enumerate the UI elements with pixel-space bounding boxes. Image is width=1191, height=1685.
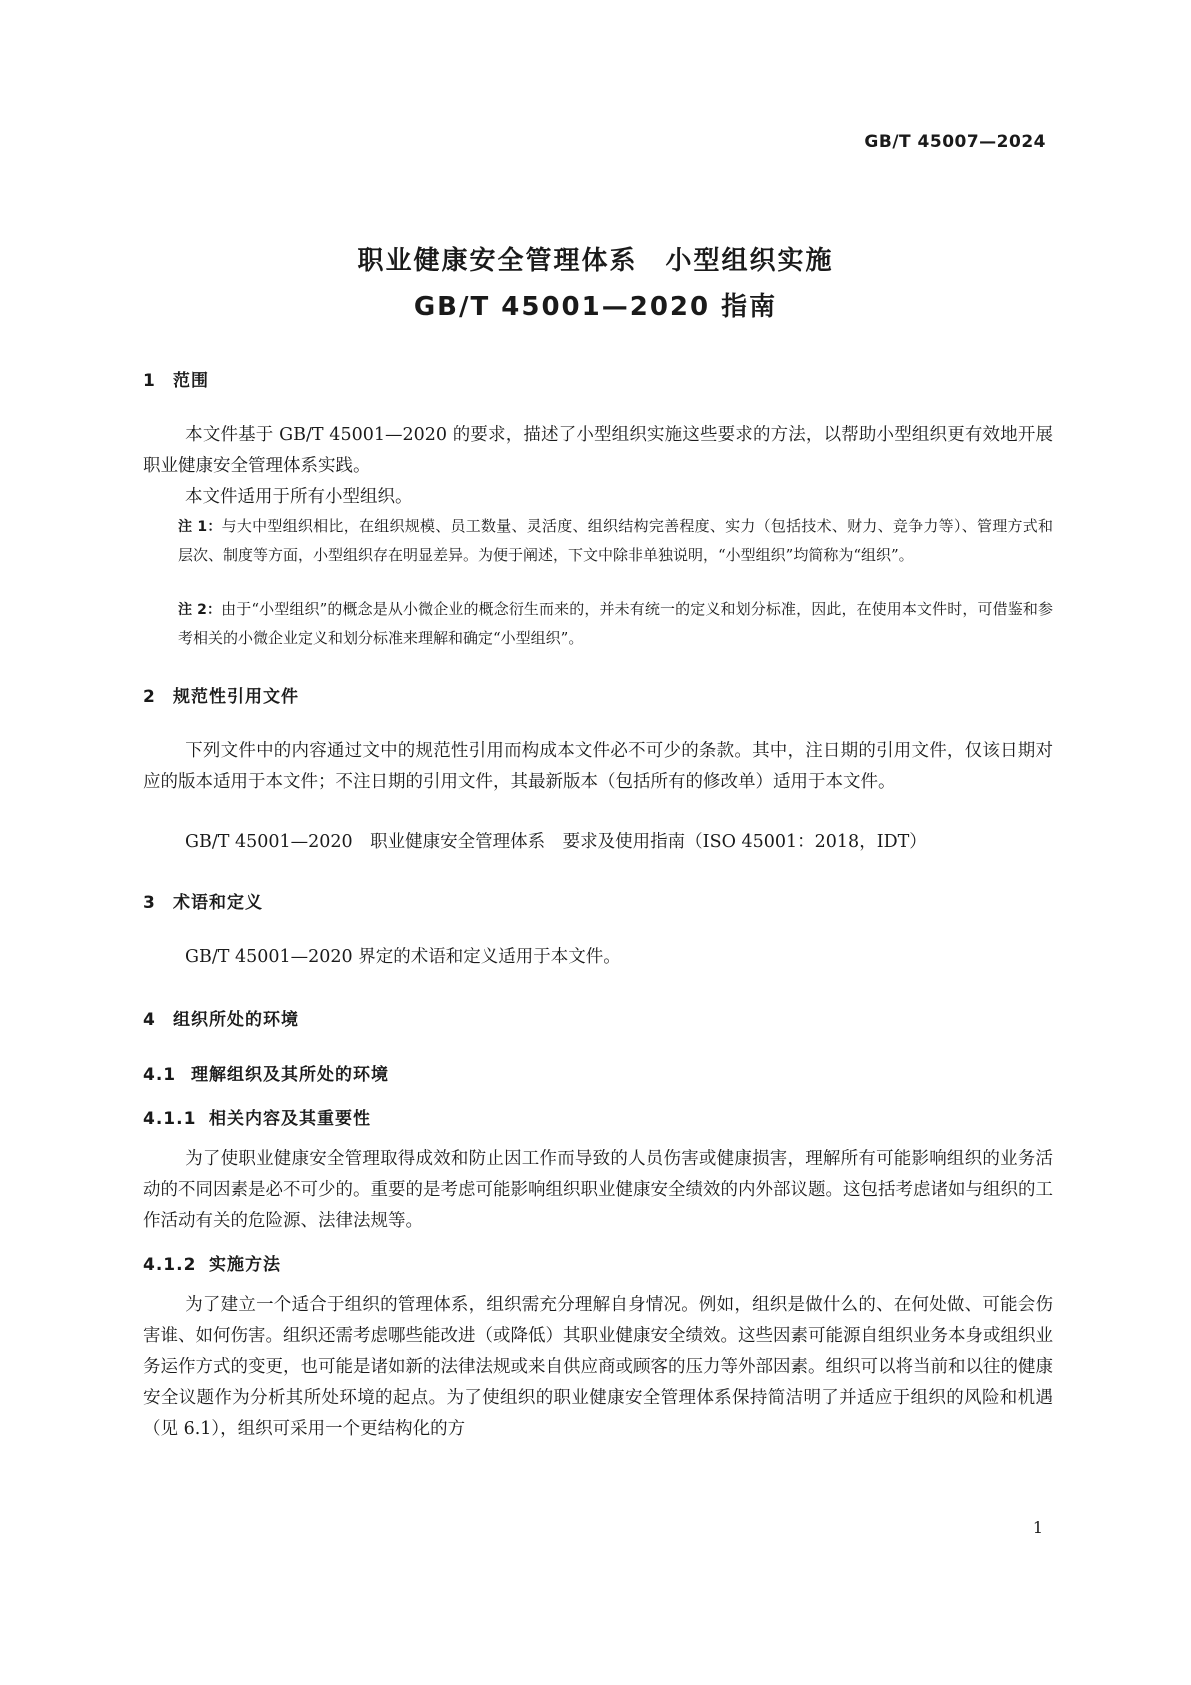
note-1 bbox=[178, 512, 1053, 569]
section-number: 1 bbox=[143, 371, 156, 391]
section-heading-context bbox=[143, 1005, 299, 1030]
section-number: 4 bbox=[143, 1010, 156, 1030]
section-title: 组织所处的环境 bbox=[173, 1010, 299, 1030]
section-title: 范围 bbox=[173, 371, 209, 391]
document-title-line2: GB/T 45001—2020 指南 bbox=[413, 292, 778, 322]
section-title: 术语和定义 bbox=[173, 893, 263, 913]
section-number: 4.1.2 bbox=[143, 1255, 197, 1275]
section-heading-terms bbox=[143, 888, 263, 913]
note-text: 由于“小型组织”的概念是从小微企业的概念衍生而来的，并未有统一的定义和划分标准，因此，在使用本文件时，可借鉴和参考相关的小微企业定义和划分标准来理解和确定“小型组织”。 bbox=[178, 600, 1053, 647]
subsection-heading-4-1 bbox=[143, 1060, 389, 1085]
paragraph-scope-2: 本文件适用于所有小型组织。 bbox=[185, 487, 413, 507]
note-label: 注 1： bbox=[178, 519, 222, 535]
standard-code: GB/T 45007—2024 bbox=[864, 132, 1046, 152]
paragraph-4-1-2: 为了建立一个适合于组织的管理体系，组织需充分理解自身情况。例如，组织是做什么的、在何处做、可能会伤害谁、如何伤害。组织还需考虑哪些能改进（或降低）其职业健康安全绩效。这些因素可能源自组织业务本身或组织业务运作方式的变更，也可能是诸如新的法律法规或来自供应商或顾客的压力等外部因素。组织可以将当前和以往的健康安全议题作为分析其所处环境的起点。为了使组织的职业健康安全管理体系保持简洁明了并适应于组织的风险和机遇（见 6.1），组织可采用一个更结构化的方 bbox=[143, 1295, 1053, 1439]
section-title: 理解组织及其所处的环境 bbox=[191, 1065, 389, 1085]
subsection-heading-4-1-1 bbox=[143, 1104, 371, 1129]
section-heading-scope bbox=[143, 366, 209, 391]
note-text: 与大中型组织相比，在组织规模、员工数量、灵活度、组织结构完善程度、实力（包括技术、财力、竞争力等）、管理方式和层次、制度等方面，小型组织存在明显差异。为便于阐述，下文中除非单独说明，“小型组织”均简称为“组织”。 bbox=[178, 517, 1053, 564]
section-number: 2 bbox=[143, 687, 156, 707]
reference-item: GB/T 45001—2020 职业健康安全管理体系 要求及使用指南（ISO 45001：2018，IDT） bbox=[185, 832, 927, 852]
document-title-line1: 职业健康安全管理体系 小型组织实施 bbox=[357, 246, 834, 276]
subsection-heading-4-1-2 bbox=[143, 1250, 281, 1275]
section-heading-normative-references bbox=[143, 682, 299, 707]
note-label: 注 2： bbox=[178, 602, 222, 618]
page-number: 1 bbox=[1032, 1518, 1043, 1537]
paragraph-terms: GB/T 45001—2020 界定的术语和定义适用于本文件。 bbox=[185, 947, 621, 967]
section-number: 4.1 bbox=[143, 1065, 177, 1085]
paragraph-scope-1: 本文件基于 GB/T 45001—2020 的要求，描述了小型组织实施这些要求的方法，以帮助小型组织更有效地开展职业健康安全管理体系实践。 bbox=[143, 425, 1053, 476]
section-title: 规范性引用文件 bbox=[173, 687, 299, 707]
paragraph-normative-references: 下列文件中的内容通过文中的规范性引用而构成本文件必不可少的条款。其中，注日期的引用文件，仅该日期对应的版本适用于本文件；不注日期的引用文件，其最新版本（包括所有的修改单）适用于本文件。 bbox=[143, 741, 1053, 792]
section-number: 4.1.1 bbox=[143, 1109, 197, 1129]
section-title: 实施方法 bbox=[209, 1255, 281, 1275]
note-2 bbox=[178, 595, 1053, 652]
section-number: 3 bbox=[143, 893, 156, 913]
paragraph-4-1-1: 为了使职业健康安全管理取得成效和防止因工作而导致的人员伤害或健康损害，理解所有可能影响组织的业务活动的不同因素是必不可少的。重要的是考虑可能影响组织职业健康安全绩效的内外部议题。这包括考虑诸如与组织的工作活动有关的危险源、法律法规等。 bbox=[143, 1149, 1053, 1231]
section-title: 相关内容及其重要性 bbox=[209, 1109, 371, 1129]
